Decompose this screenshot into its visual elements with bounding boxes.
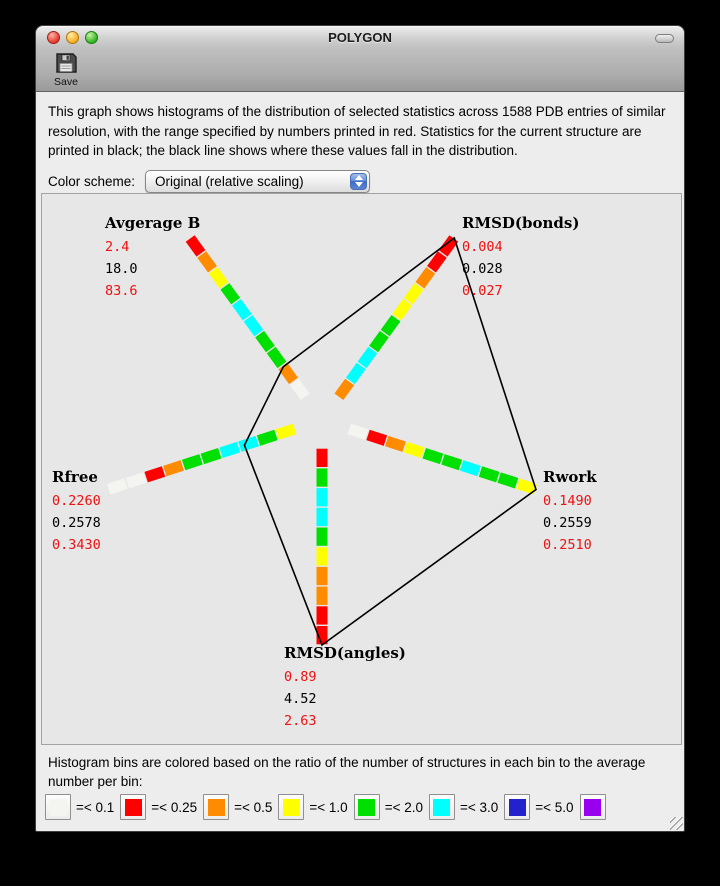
legend-color-fill bbox=[433, 799, 450, 816]
save-button-label: Save bbox=[54, 76, 78, 88]
histogram-bar-segment bbox=[443, 459, 460, 465]
legend-color-swatch bbox=[203, 794, 229, 820]
legend-color-swatch bbox=[504, 794, 530, 820]
legend-item bbox=[354, 794, 423, 820]
histogram-bar-segment bbox=[406, 447, 423, 453]
legend-label: =< 0.25 bbox=[151, 799, 198, 815]
color-scheme-dropdown[interactable] bbox=[145, 170, 370, 193]
histogram-bar-segment bbox=[462, 465, 479, 471]
titlebar[interactable] bbox=[36, 26, 684, 48]
legend-item bbox=[580, 794, 606, 820]
polygon-window bbox=[35, 25, 685, 832]
axis-value: 4.52 bbox=[284, 691, 317, 707]
histogram-bar-segment bbox=[277, 429, 294, 435]
window-title: POLYGON bbox=[328, 30, 392, 45]
resize-grip[interactable] bbox=[670, 817, 683, 830]
axis-title: RMSD(angles) bbox=[284, 644, 406, 662]
histogram-bar-segment bbox=[480, 471, 497, 477]
axis-title: Rfree bbox=[52, 468, 98, 486]
legend-color-fill bbox=[283, 799, 300, 816]
legend-color-swatch bbox=[429, 794, 455, 820]
histogram-bar-segment bbox=[374, 334, 385, 349]
legend-color-fill bbox=[509, 799, 526, 816]
histogram-bar-segment bbox=[202, 254, 213, 269]
histogram-bar-segment bbox=[294, 382, 305, 397]
histogram-bar-segment bbox=[240, 441, 257, 447]
histogram-bar-segment bbox=[127, 478, 144, 484]
histogram-bar-segment bbox=[146, 471, 163, 477]
axis-title: Rwork bbox=[543, 468, 597, 486]
axis-max: 0.3430 bbox=[52, 537, 101, 553]
toolbar-toggle-button[interactable] bbox=[655, 34, 674, 43]
polygon-plot-panel bbox=[41, 193, 682, 745]
histogram-bar-segment bbox=[271, 350, 282, 365]
histogram-bar-segment bbox=[259, 435, 276, 441]
histogram-bar-segment bbox=[165, 465, 182, 471]
axis-value: 18.0 bbox=[105, 261, 138, 277]
histogram-bar-segment bbox=[362, 350, 373, 365]
histogram-bar-segment bbox=[248, 318, 259, 333]
histogram-bar-segment bbox=[387, 441, 404, 447]
save-button[interactable] bbox=[46, 51, 86, 88]
legend-color-fill bbox=[584, 799, 601, 816]
axis-label-rwork bbox=[543, 468, 597, 556]
toolbar bbox=[36, 48, 684, 92]
histogram-bar-segment bbox=[283, 366, 294, 381]
histogram-bar-segment bbox=[368, 435, 385, 441]
histogram-bar-segment bbox=[349, 429, 366, 435]
legend-label: =< 5.0 bbox=[535, 799, 574, 815]
bin-color-legend bbox=[45, 794, 678, 820]
histogram-bar-segment bbox=[518, 484, 535, 490]
legend-label: =< 0.1 bbox=[76, 799, 115, 815]
legend-item bbox=[45, 794, 114, 820]
axis-max: 83.6 bbox=[105, 283, 138, 299]
axis-label-avgerage-b bbox=[105, 214, 200, 302]
axis-title: RMSD(bonds) bbox=[462, 214, 580, 232]
color-scheme-row bbox=[48, 169, 370, 193]
histogram-bar-segment bbox=[424, 453, 441, 459]
axis-value: 0.2578 bbox=[52, 515, 101, 531]
legend-item bbox=[120, 794, 197, 820]
histogram-bar-segment bbox=[260, 334, 271, 349]
legend-color-fill bbox=[208, 799, 225, 816]
axis-label-rfree bbox=[52, 468, 101, 556]
histogram-bar-segment bbox=[397, 302, 408, 317]
axis-min: 0.2260 bbox=[52, 493, 101, 509]
axis-title: Avgerage B bbox=[105, 214, 201, 232]
legend-color-swatch bbox=[278, 794, 304, 820]
legend-item bbox=[203, 794, 272, 820]
histogram-bar-segment bbox=[350, 366, 361, 381]
save-icon bbox=[53, 51, 79, 75]
legend-color-swatch bbox=[354, 794, 380, 820]
axis-value: 0.2559 bbox=[543, 515, 592, 531]
legend-color-fill bbox=[358, 799, 375, 816]
axis-max: 0.2510 bbox=[543, 537, 592, 553]
axis-label-rmsd-bonds- bbox=[462, 214, 579, 302]
histogram-bar-segment bbox=[109, 484, 126, 490]
histogram-bar-segment bbox=[420, 270, 431, 285]
color-scheme-selected-value: Original (relative scaling) bbox=[155, 173, 304, 189]
histogram-bar-segment bbox=[339, 382, 350, 397]
histogram-bar-segment bbox=[225, 286, 236, 301]
histogram-bar-segment bbox=[202, 453, 219, 459]
axis-min: 2.4 bbox=[105, 239, 130, 255]
histogram-bar-segment bbox=[408, 286, 419, 301]
histogram-bar-segment bbox=[499, 478, 516, 484]
legend-color-swatch bbox=[45, 794, 71, 820]
legend-color-swatch bbox=[580, 794, 606, 820]
histogram-bar-segment bbox=[213, 270, 224, 285]
legend-label: =< 0.5 bbox=[234, 799, 273, 815]
legend-label: =< 1.0 bbox=[309, 799, 348, 815]
legend-color-fill bbox=[50, 799, 67, 816]
histogram-bar-segment bbox=[236, 302, 247, 317]
axis-value: 0.028 bbox=[462, 261, 503, 277]
histogram-bar-segment bbox=[385, 318, 396, 333]
axis-max: 0.027 bbox=[462, 283, 503, 299]
legend-label: =< 3.0 bbox=[459, 799, 499, 815]
legend-item bbox=[504, 794, 573, 820]
dropdown-arrows-icon bbox=[350, 173, 367, 190]
description-text: This graph shows histograms of the distribution of selected statistics across 1588 PDB entries of similar resolution, with the range specified by numbers printed in red. Statistics for the current structure are printed in black; the black line shows where these values fall in the distribution. bbox=[48, 104, 666, 158]
legend-color-swatch bbox=[120, 794, 146, 820]
axis-min: 0.004 bbox=[462, 239, 503, 255]
legend-label: =< 2.0 bbox=[384, 799, 423, 815]
legend-note: Histogram bins are colored based on the ratio of the number of structures in each bin to the average number per bin: bbox=[48, 755, 646, 789]
histogram-bar-segment bbox=[432, 254, 443, 269]
axis-min: 0.1490 bbox=[543, 493, 592, 509]
axis-label-rmsd-angles- bbox=[284, 644, 406, 732]
legend-color-fill bbox=[125, 799, 142, 816]
axis-max: 2.63 bbox=[284, 713, 317, 729]
legend-item bbox=[278, 794, 347, 820]
axis-min: 0.89 bbox=[284, 669, 317, 685]
color-scheme-label: Color scheme: bbox=[48, 173, 136, 189]
histogram-bar-segment bbox=[184, 459, 201, 465]
histogram-bar-segment bbox=[221, 447, 238, 453]
legend-item bbox=[429, 794, 498, 820]
